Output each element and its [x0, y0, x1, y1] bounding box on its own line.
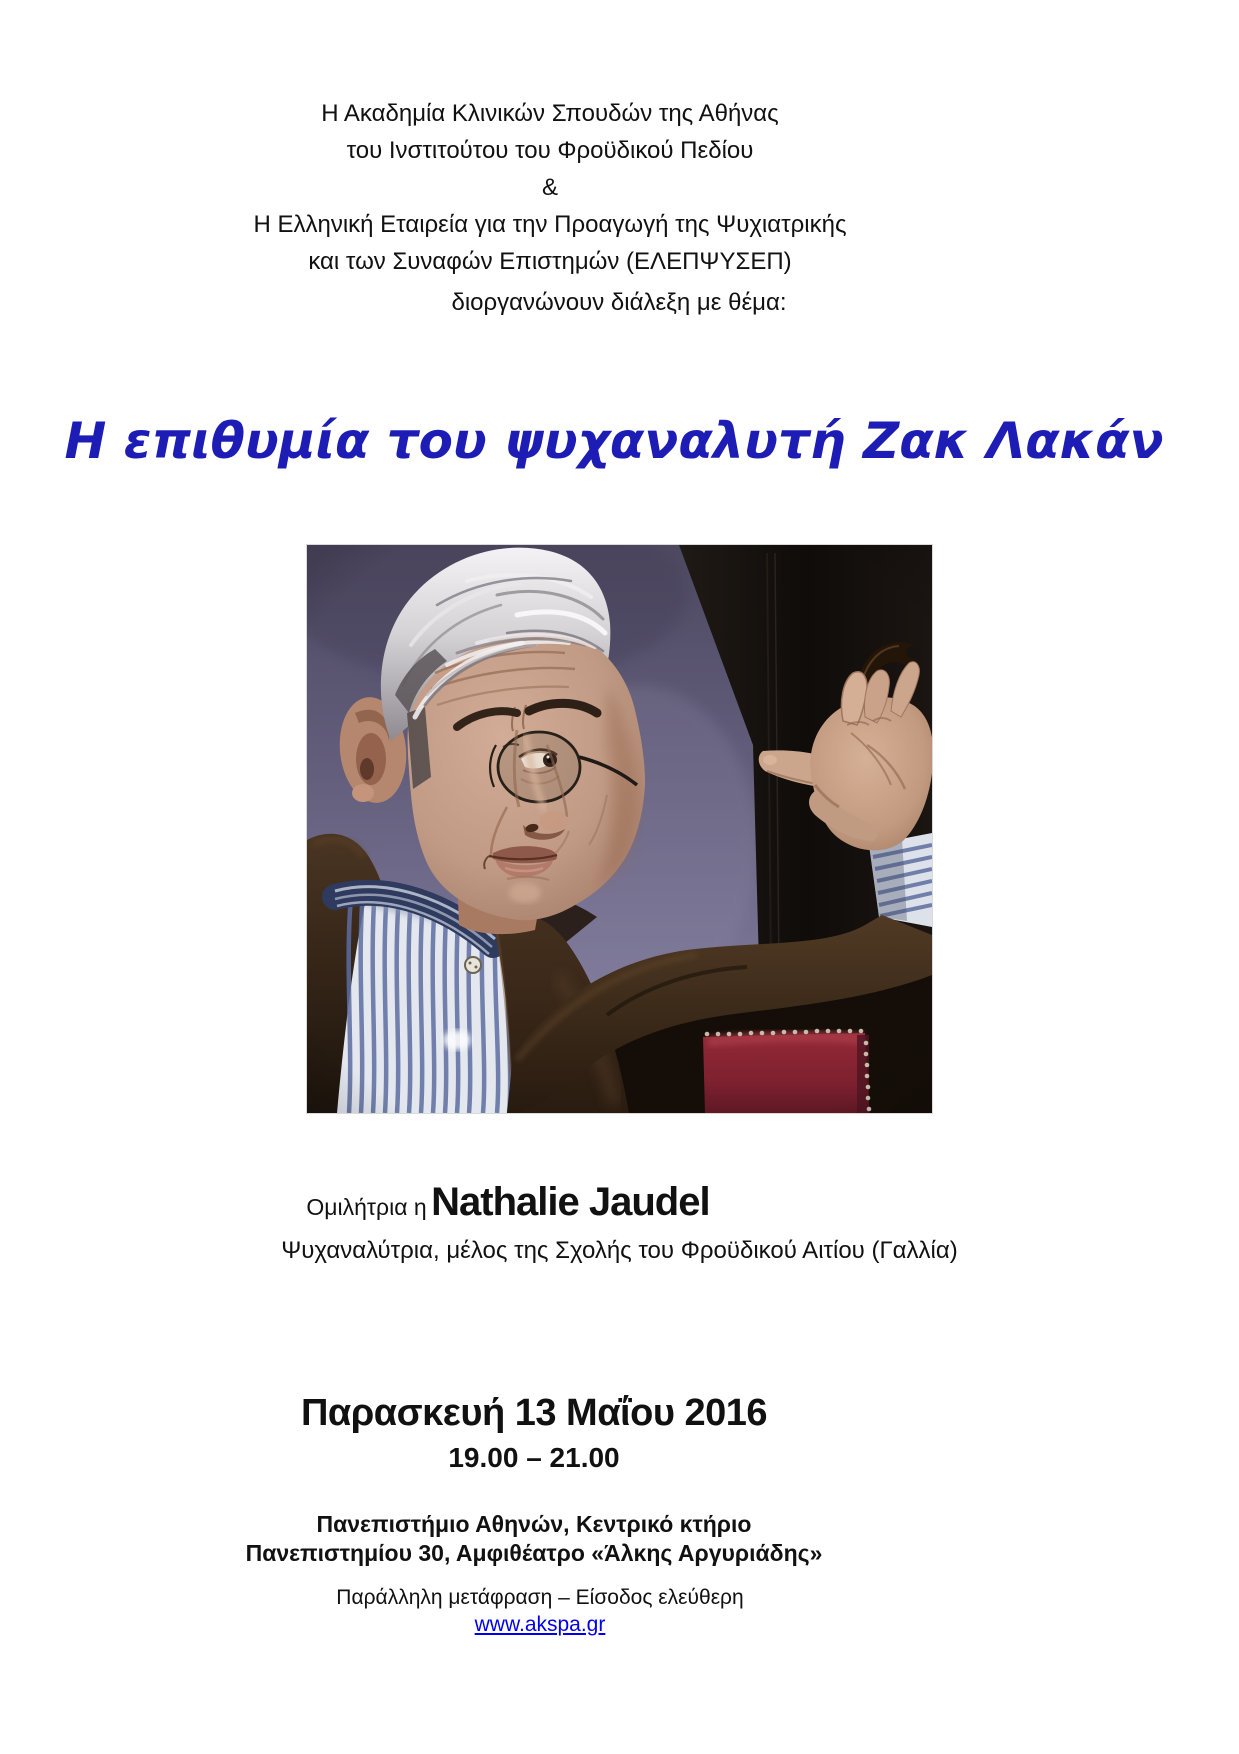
organizer-line-2: του Ινστιτούτου του Φροϋδικού Πεδίου — [346, 137, 754, 164]
venue-block — [0, 1510, 1068, 1568]
lacan-portrait-illustration — [307, 545, 932, 1113]
speaker-row — [0, 1178, 1016, 1235]
photo-vignette — [307, 545, 932, 1113]
venue-line-1: Πανεπιστήμιο Αθηνών, Κεντρικό κτήριο — [316, 1511, 752, 1537]
speaker-affiliation: Ψυχαναλύτρια, μέλος της Σχολής του Φροϋδικού Αιτίου (Γαλλία) — [281, 1237, 958, 1264]
intro-line: διοργανώνουν διάλεξη με θέμα: — [451, 289, 787, 316]
event-time: 19.00 – 21.00 — [448, 1442, 620, 1473]
venue-line-2: Πανεπιστημίου 30, Αμφιθέατρο «Άλκης Αργυριάδης» — [245, 1540, 823, 1566]
translation-note: Παράλληλη μετάφραση – Είσοδος ελεύθερη — [336, 1586, 744, 1609]
organizers-block — [0, 95, 1100, 280]
organizer-ampersand: & — [541, 174, 558, 201]
speaker-name: Nathalie Jaudel — [431, 1180, 710, 1224]
website-link-line — [0, 1612, 1080, 1638]
organizer-line-3: Η Ελληνική Εταιρεία για την Προαγωγή της Ψυχιατρικής — [253, 211, 847, 238]
organizer-line-1: Η Ακαδημία Κλινικών Σπουδών της Αθήνας — [321, 100, 779, 127]
lecture-title: Η επιθυμία του ψυχαναλυτή Ζακ Λακάν — [64, 412, 1164, 470]
organizer-line-4: και των Συναφών Επιστημών (ΕΛΕΠΨΥΣΕΠ) — [308, 248, 792, 275]
event-date: Παρασκευή 13 Μαΐου 2016 — [300, 1392, 768, 1434]
lacan-photo — [307, 545, 932, 1113]
speaker-label: Ομιλήτρια η — [306, 1194, 427, 1220]
website-link[interactable]: www.akspa.gr — [474, 1613, 606, 1636]
